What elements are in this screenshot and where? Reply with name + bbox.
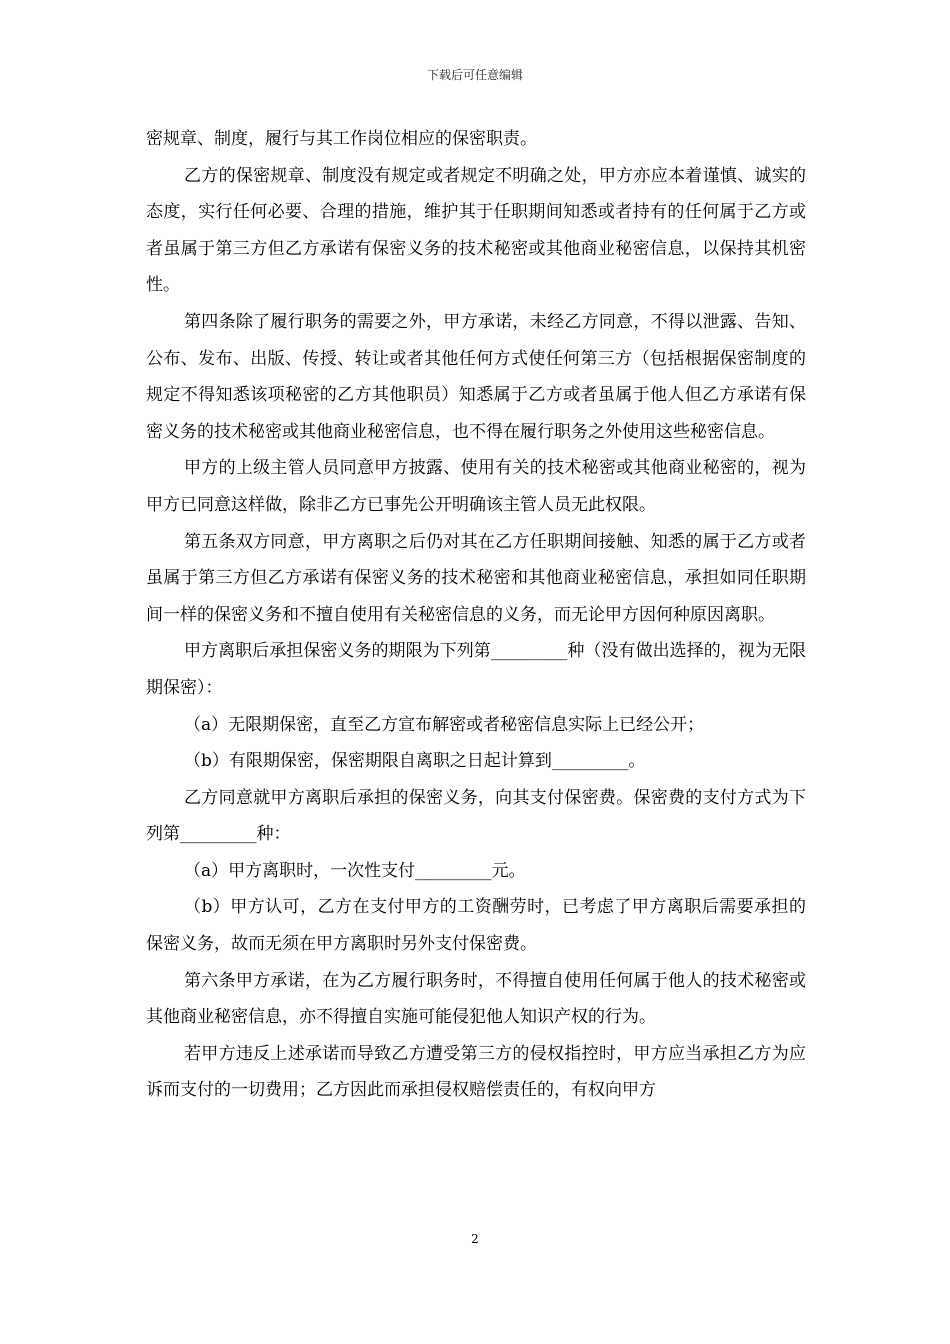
paragraph-9: 乙方同意就甲方离职后承担的保密义务，向其支付保密费。保密费的支付方式为下列第_________种： bbox=[146, 787, 806, 845]
payment-option-a: （a）甲方离职时，一次性支付_________元。 bbox=[184, 860, 526, 881]
paragraph-1: 密规章、制度，履行与其工作岗位相应的保密职责。 bbox=[146, 129, 537, 149]
page-number: 2 bbox=[471, 1232, 479, 1246]
paragraph-article-4: 第四条除了履行职务的需要之外，甲方承诺，未经乙方同意，不得以泄露、告知、公布、发布、出版、传授、转让或者其他任何方式使任何第三方（包括根据保密制度的规定不得知悉该项秘密的乙方其他职员）知悉属于乙方或者虽属于他人但乙方承诺有保密义务的技术秘密或其他商业秘密信息，也不得在履行职务之外使用这些秘密信息。 bbox=[146, 311, 806, 442]
paragraph-2: 乙方的保密规章、制度没有规定或者规定不明确之处，甲方亦应本着谨慎、诚实的态度，实行任何必要、合理的措施，维护其于任职期间知悉或者持有的任何属于乙方或者虽属于第三方但乙方承诺有保密义务的技术秘密或其他商业秘密信息，以保持其机密性。 bbox=[146, 165, 806, 296]
paragraph-13: 若甲方违反上述承诺而导致乙方遭受第三方的侵权指控时，甲方应当承担乙方为应诉而支付的一切费用；乙方因此而承担侵权赔偿责任的，有权向甲方 bbox=[146, 1043, 806, 1101]
payment-option-b: （b）甲方认可，乙方在支付甲方的工资酬劳时，已考虑了甲方离职后需要承担的保密义务，故而无须在甲方离职时另外支付保密费。 bbox=[146, 897, 806, 955]
option-a-unlimited: （a）无限期保密，直至乙方宣布解密或者秘密信息实际上已经公开； bbox=[184, 714, 705, 735]
paragraph-6: 甲方离职后承担保密义务的期限为下列第_________种（没有做出选择的，视为无限期保密）： bbox=[146, 641, 806, 698]
document-body bbox=[146, 121, 806, 1109]
option-b-limited: （b）有限期保密，保密期限自离职之日起计算到_________。 bbox=[184, 751, 646, 772]
paragraph-article-6: 第六条甲方承诺，在为乙方履行职务时，不得擅自使用任何属于他人的技术秘密或其他商业秘密信息，亦不得擅自实施可能侵犯他人知识产权的行为。 bbox=[146, 970, 806, 1028]
paragraph-4: 甲方的上级主管人员同意甲方披露、使用有关的技术秘密或其他商业秘密的，视为甲方已同意这样做，除非乙方已事先公开明确该主管人员无此权限。 bbox=[146, 458, 806, 515]
paragraph-article-5: 第五条双方同意，甲方离职之后仍对其在乙方任职期间接触、知悉的属于乙方或者虽属于第三方但乙方承诺有保密义务的技术秘密和其他商业秘密信息，承担如同任职期间一样的保密义务和不擅自使用有关秘密信息的义务，而无论甲方因何种原因离职。 bbox=[146, 531, 806, 625]
page-header: 下载后可任意编辑 bbox=[426, 68, 523, 82]
